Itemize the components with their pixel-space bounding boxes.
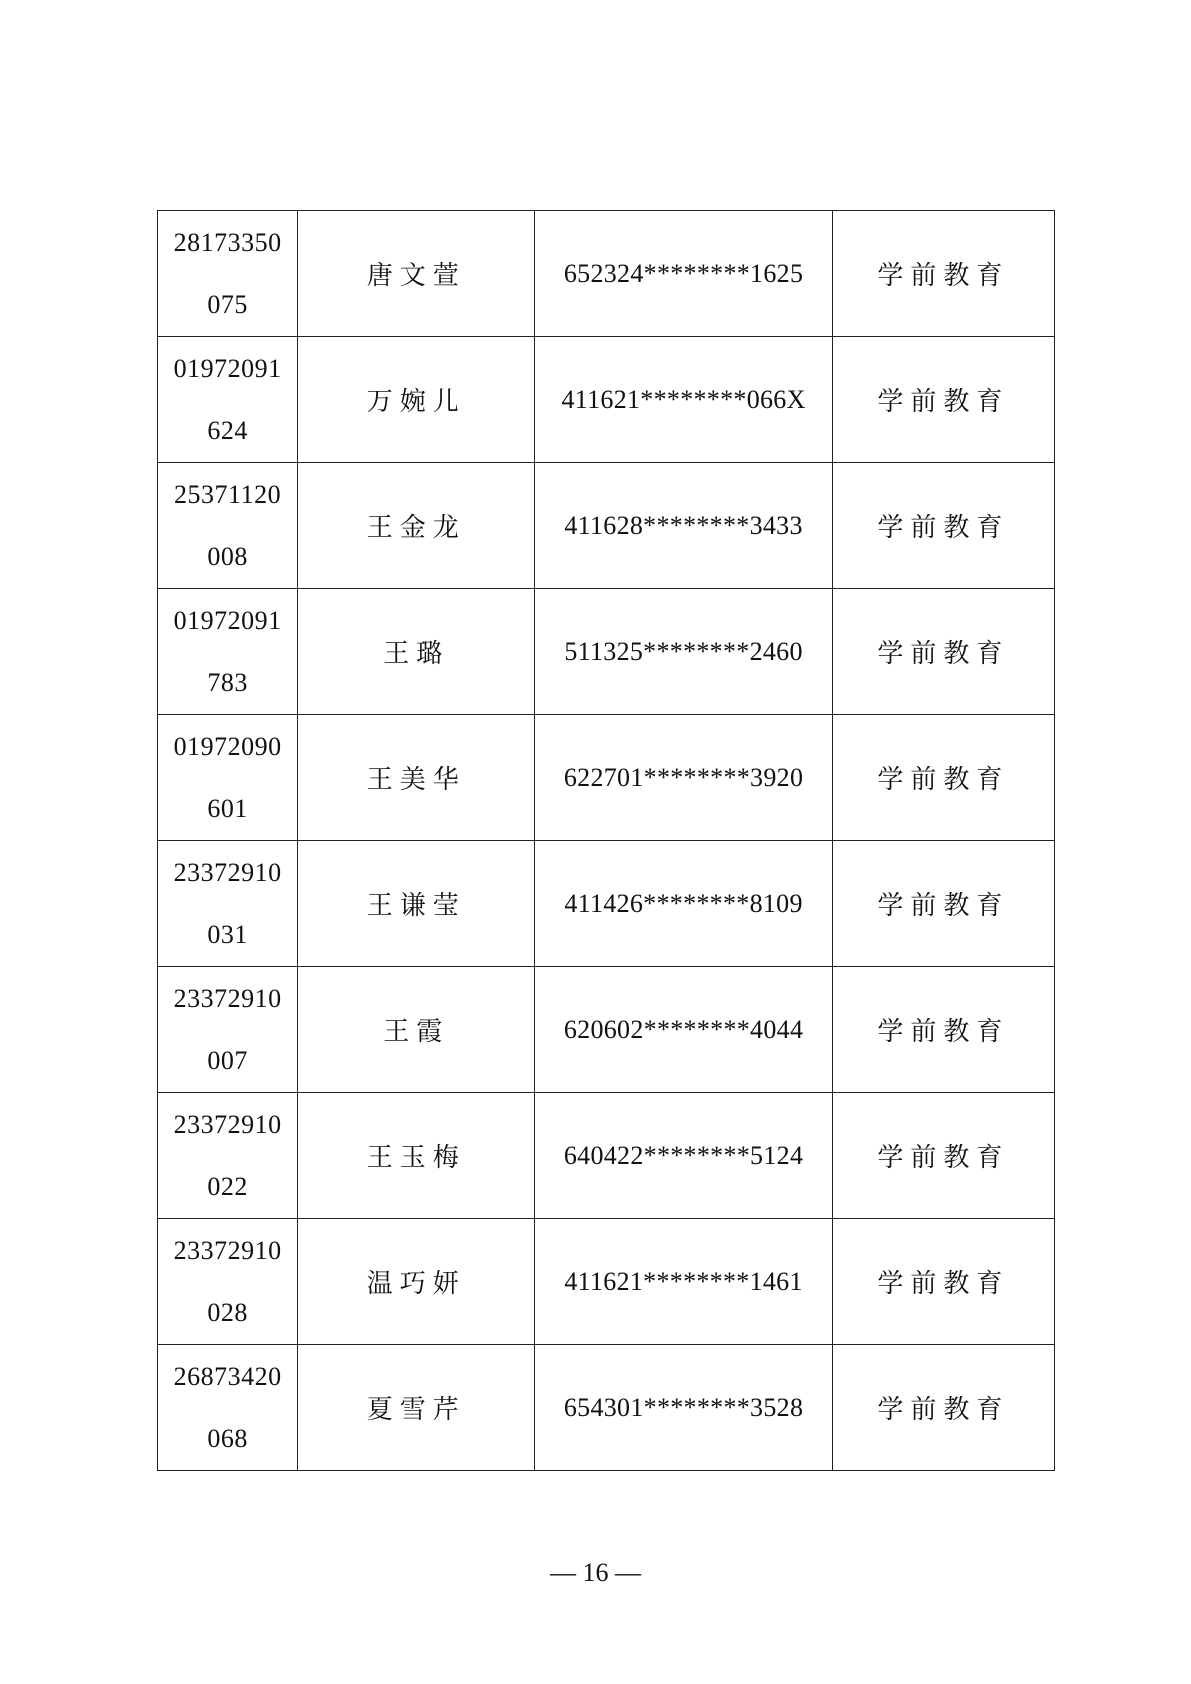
exam-number-line2: 008 bbox=[207, 541, 248, 571]
student-name-cell: 王美华 bbox=[298, 715, 535, 841]
id-number-cell: 652324********1625 bbox=[535, 211, 832, 337]
major-cell: 学前教育 bbox=[832, 463, 1054, 589]
exam-number-line2: 028 bbox=[207, 1297, 248, 1327]
roster-table bbox=[157, 210, 1055, 1471]
major-cell: 学前教育 bbox=[832, 337, 1054, 463]
id-number-cell: 411621********1461 bbox=[535, 1219, 832, 1345]
exam-number-cell bbox=[158, 1345, 298, 1471]
student-name-cell: 夏雪芹 bbox=[298, 1345, 535, 1471]
table-row bbox=[158, 1093, 1055, 1219]
major-cell: 学前教育 bbox=[832, 1093, 1054, 1219]
exam-number-line1: 01972090 bbox=[173, 731, 282, 761]
exam-number-line1: 23372910 bbox=[173, 983, 282, 1013]
id-number-cell: 622701********3920 bbox=[535, 715, 832, 841]
major-cell: 学前教育 bbox=[832, 589, 1054, 715]
table-row bbox=[158, 1219, 1055, 1345]
exam-number-line1: 23372910 bbox=[173, 857, 282, 887]
table-row bbox=[158, 589, 1055, 715]
table-row bbox=[158, 841, 1055, 967]
major-cell: 学前教育 bbox=[832, 841, 1054, 967]
exam-number-line2: 068 bbox=[207, 1423, 248, 1453]
id-number-cell: 411628********3433 bbox=[535, 463, 832, 589]
id-number-cell: 411426********8109 bbox=[535, 841, 832, 967]
roster-body bbox=[158, 211, 1055, 1471]
exam-number-line2: 007 bbox=[207, 1045, 248, 1075]
student-name-cell: 王玉梅 bbox=[298, 1093, 535, 1219]
id-number-cell: 654301********3528 bbox=[535, 1345, 832, 1471]
student-name-cell: 唐文萱 bbox=[298, 211, 535, 337]
exam-number-line2: 075 bbox=[207, 289, 248, 319]
major-cell: 学前教育 bbox=[832, 715, 1054, 841]
exam-number-line2: 601 bbox=[207, 793, 248, 823]
table-row bbox=[158, 211, 1055, 337]
exam-number-line2: 022 bbox=[207, 1171, 248, 1201]
table-row bbox=[158, 715, 1055, 841]
major-cell: 学前教育 bbox=[832, 1219, 1054, 1345]
exam-number-cell bbox=[158, 211, 298, 337]
exam-number-line1: 25371120 bbox=[174, 479, 282, 509]
exam-number-line1: 01972091 bbox=[173, 605, 282, 635]
student-name-cell: 王金龙 bbox=[298, 463, 535, 589]
exam-number-cell bbox=[158, 715, 298, 841]
exam-number-cell bbox=[158, 337, 298, 463]
major-cell: 学前教育 bbox=[832, 967, 1054, 1093]
exam-number-line1: 23372910 bbox=[173, 1235, 282, 1265]
exam-number-line2: 783 bbox=[207, 667, 248, 697]
exam-number-line1: 23372910 bbox=[173, 1109, 282, 1139]
page-number: — 16 — bbox=[550, 1558, 641, 1587]
student-name-cell: 王璐 bbox=[298, 589, 535, 715]
major-cell: 学前教育 bbox=[832, 211, 1054, 337]
table-row bbox=[158, 967, 1055, 1093]
exam-number-cell bbox=[158, 589, 298, 715]
exam-number-line2: 624 bbox=[207, 415, 248, 445]
exam-number-line2: 031 bbox=[207, 919, 248, 949]
table-row bbox=[158, 1345, 1055, 1471]
table-row bbox=[158, 463, 1055, 589]
exam-number-cell bbox=[158, 967, 298, 1093]
id-number-cell: 640422********5124 bbox=[535, 1093, 832, 1219]
id-number-cell: 511325********2460 bbox=[535, 589, 832, 715]
student-name-cell: 王霞 bbox=[298, 967, 535, 1093]
student-name-cell: 温巧妍 bbox=[298, 1219, 535, 1345]
major-cell: 学前教育 bbox=[832, 1345, 1054, 1471]
exam-number-line1: 01972091 bbox=[173, 353, 282, 383]
exam-number-line1: 28173350 bbox=[173, 227, 282, 257]
student-name-cell: 万婉儿 bbox=[298, 337, 535, 463]
exam-number-cell bbox=[158, 841, 298, 967]
id-number-cell: 620602********4044 bbox=[535, 967, 832, 1093]
student-name-cell: 王谦莹 bbox=[298, 841, 535, 967]
id-number-cell: 411621********066X bbox=[535, 337, 832, 463]
exam-number-cell bbox=[158, 463, 298, 589]
exam-number-cell bbox=[158, 1093, 298, 1219]
table-row bbox=[158, 337, 1055, 463]
exam-number-cell bbox=[158, 1219, 298, 1345]
exam-number-line1: 26873420 bbox=[173, 1361, 282, 1391]
